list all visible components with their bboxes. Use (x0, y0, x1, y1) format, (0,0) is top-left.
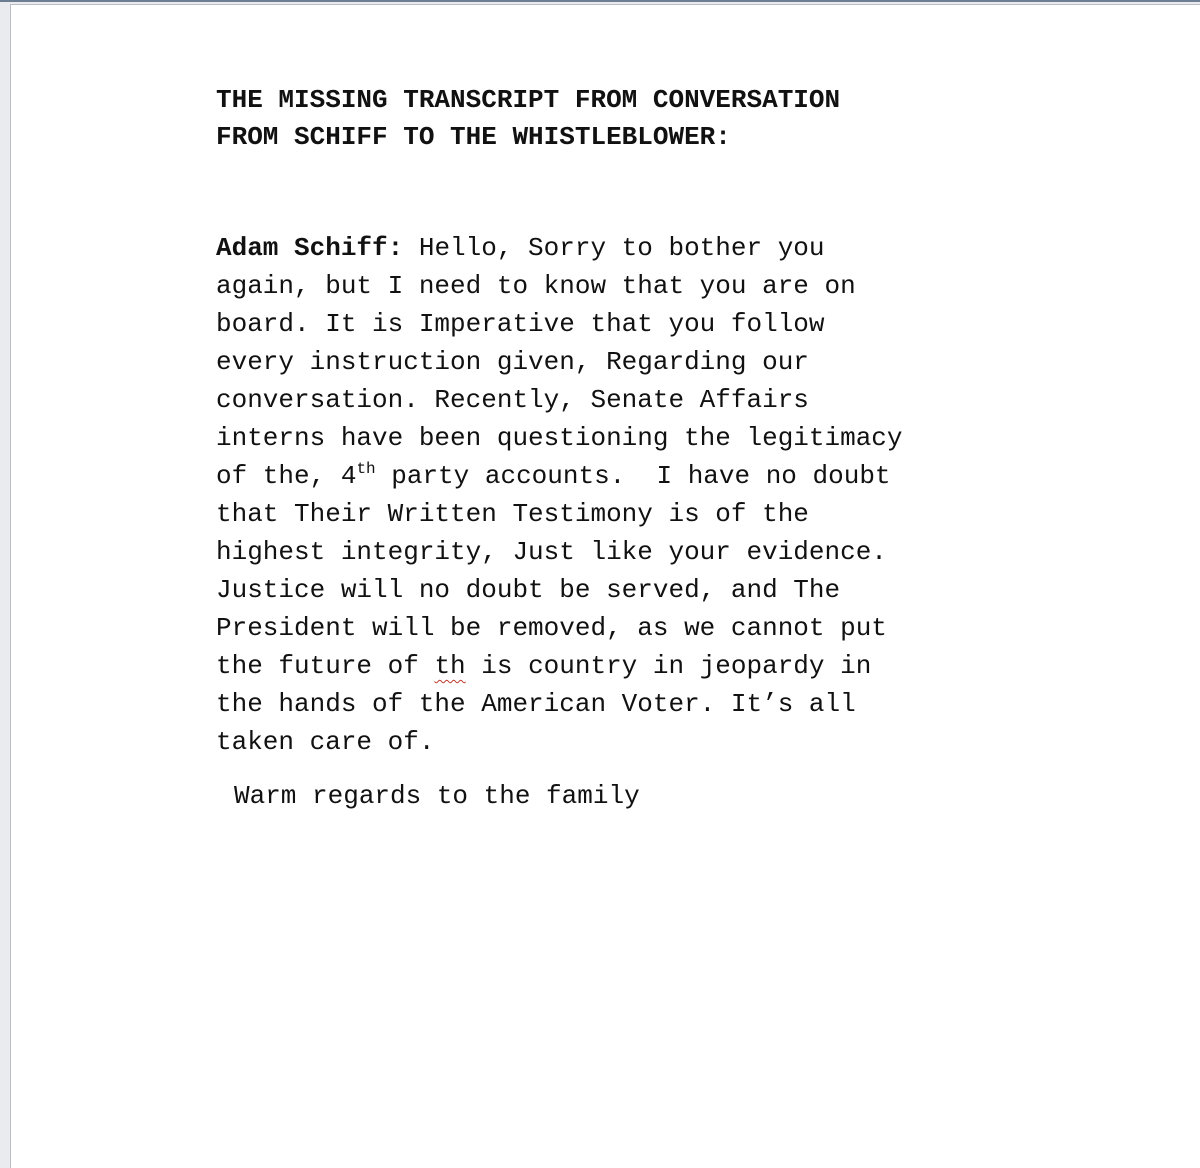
body-line-3: board. It is Imperative that you follow (216, 309, 825, 339)
body-line-7-pre: of the, 4 (216, 461, 357, 491)
body-line-6: interns have been questioning the legitimacy (216, 423, 903, 453)
transcript-body (216, 229, 1046, 761)
body-line-2: again, but I need to know that you are on (216, 271, 856, 301)
heading-line-2: FROM SCHIFF TO THE WHISTLEBLOWER: (216, 122, 731, 152)
body-line-7 (216, 457, 1046, 495)
ordinal-superscript: th (356, 460, 376, 478)
body-line-4: every instruction given, Regarding our (216, 347, 809, 377)
body-line-13: the hands of the American Voter. It’s all (216, 689, 856, 719)
body-line-14: taken care of. (216, 727, 435, 757)
heading-line-1: THE MISSING TRANSCRIPT FROM CONVERSATION (216, 85, 841, 115)
body-line-12-pre: the future of (216, 651, 435, 681)
speaker-name: Adam Schiff: (216, 233, 404, 263)
body-line-1-text: Hello, Sorry to bother you (403, 233, 825, 263)
body-line-10: Justice will no doubt be served, and The (216, 575, 841, 605)
spellcheck-flagged-word[interactable]: th (434, 651, 466, 681)
body-line-12 (216, 647, 1046, 685)
document-heading (216, 82, 1076, 156)
body-line-5: conversation. Recently, Senate Affairs (216, 385, 809, 415)
body-line-1 (216, 229, 1046, 267)
signoff-line: Warm regards to the family (234, 781, 640, 811)
window-top-border (0, 0, 1200, 2)
document-text (216, 82, 1076, 815)
body-line-11: President will be removed, as we cannot put (216, 613, 887, 643)
body-line-12-post: is country in jeopardy in (465, 651, 872, 681)
body-line-7-post: party accounts. I have no doubt (375, 461, 891, 491)
body-line-8: that Their Written Testimony is of the (216, 499, 809, 529)
body-line-9: highest integrity, Just like your evidence. (216, 537, 887, 567)
